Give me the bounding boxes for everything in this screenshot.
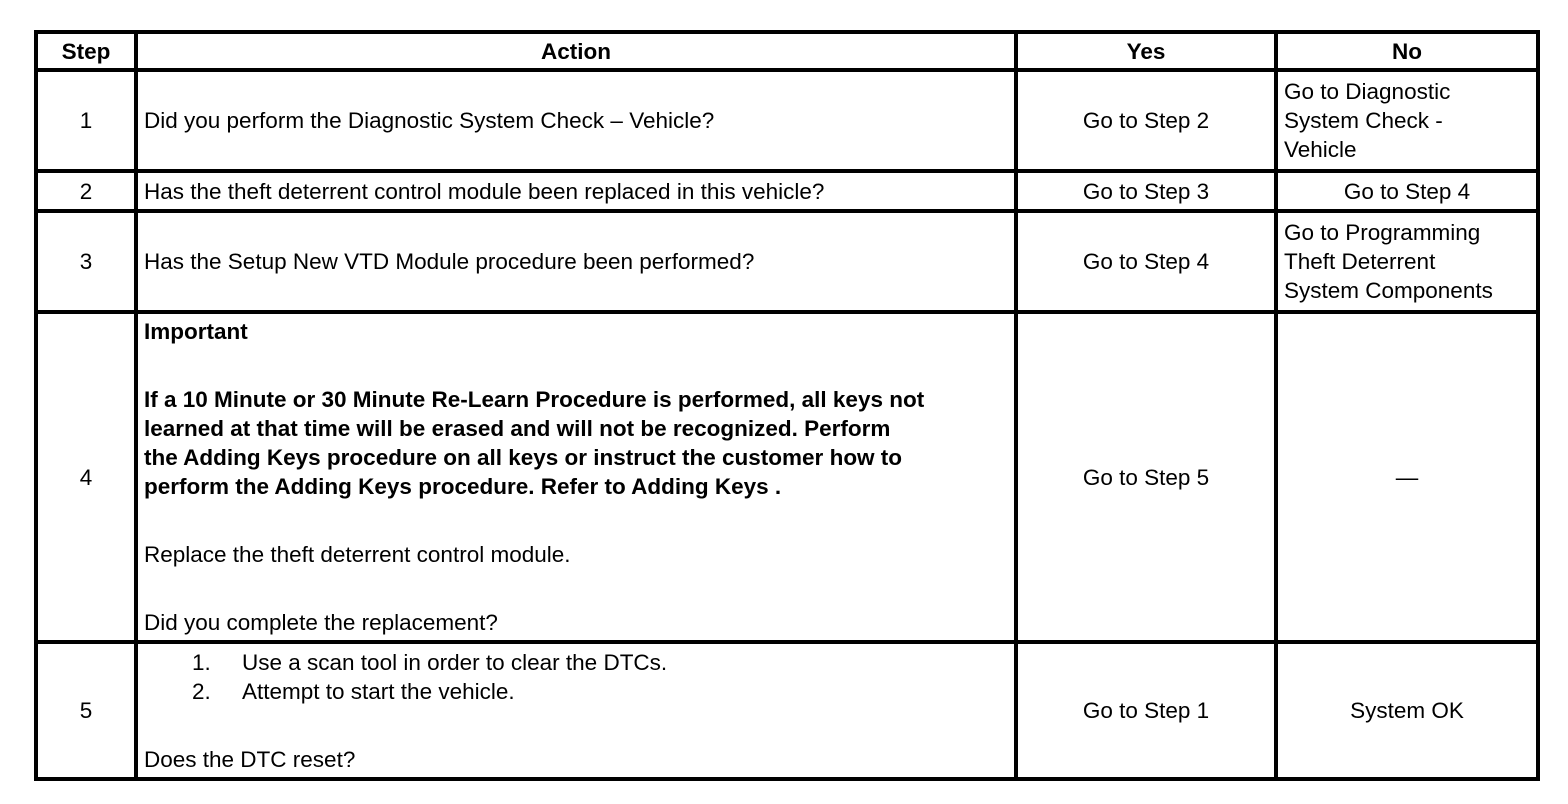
no-cell — [1276, 70, 1538, 171]
action-cell — [136, 70, 1016, 171]
action-cell — [136, 642, 1016, 779]
action-text: Did you perform the Diagnostic System Check – Vehicle? — [144, 108, 715, 133]
no-text-line: Go to Diagnostic — [1284, 79, 1451, 104]
important-text-line: If a 10 Minute or 30 Minute Re-Learn Procedure is performed, all keys not — [144, 387, 925, 412]
action-cell — [136, 211, 1016, 312]
no-text-line: Vehicle — [1284, 137, 1357, 162]
question-text: Does the DTC reset? — [144, 746, 356, 772]
table-row-step-3 — [36, 211, 1538, 312]
no-cell: System OK — [1276, 642, 1538, 779]
step-number: 3 — [36, 211, 136, 312]
no-text-line: System Check - — [1284, 108, 1443, 133]
list-item — [192, 648, 1008, 677]
no-text-line: Go to Programming — [1284, 220, 1481, 245]
diagnostic-procedure-table — [34, 30, 1540, 781]
table-row-step-2 — [36, 171, 1538, 211]
header-no: No — [1276, 32, 1538, 70]
important-text-line: perform the Adding Keys procedure. Refer to Adding Keys . — [144, 474, 782, 499]
header-row — [36, 32, 1538, 70]
step-number: 2 — [36, 171, 136, 211]
yes-cell: Go to Step 4 — [1016, 211, 1276, 312]
list-item-text: Attempt to start the vehicle. — [242, 678, 515, 704]
yes-cell: Go to Step 5 — [1016, 312, 1276, 642]
important-text-line: the Adding Keys procedure on all keys or instruct the customer how to — [144, 445, 903, 470]
no-text-line: Theft Deterrent — [1284, 249, 1436, 274]
yes-cell: Go to Step 1 — [1016, 642, 1276, 779]
table-row-step-4 — [36, 312, 1538, 642]
table-row-step-1 — [36, 70, 1538, 171]
yes-cell: Go to Step 3 — [1016, 171, 1276, 211]
list-item-number: 1. — [192, 649, 211, 675]
step-number: 1 — [36, 70, 136, 171]
no-cell: — — [1276, 312, 1538, 642]
action-text: Has the Setup New VTD Module procedure been performed? — [144, 249, 755, 274]
no-text-line: System Components — [1284, 278, 1493, 303]
procedure-list — [144, 648, 1008, 706]
important-text-line: learned at that time will be erased and will not be recognized. Perform — [144, 416, 891, 441]
list-item-number: 2. — [192, 678, 211, 704]
header-yes: Yes — [1016, 32, 1276, 70]
question-text: Did you complete the replacement? — [144, 610, 498, 635]
yes-cell: Go to Step 2 — [1016, 70, 1276, 171]
list-item — [192, 677, 1008, 706]
action-text: Has the theft deterrent control module been replaced in this vehicle? — [144, 178, 825, 204]
instruction-text: Replace the theft deterrent control module. — [144, 542, 571, 567]
step-number: 4 — [36, 312, 136, 642]
table-row-step-5 — [36, 642, 1538, 779]
action-cell — [136, 312, 1016, 642]
list-item-text: Use a scan tool in order to clear the DTCs. — [242, 649, 668, 675]
action-cell — [136, 171, 1016, 211]
no-cell — [1276, 211, 1538, 312]
no-cell: Go to Step 4 — [1276, 171, 1538, 211]
header-step: Step — [36, 32, 136, 70]
header-action: Action — [136, 32, 1016, 70]
step-number: 5 — [36, 642, 136, 779]
important-heading: Important — [144, 319, 248, 344]
